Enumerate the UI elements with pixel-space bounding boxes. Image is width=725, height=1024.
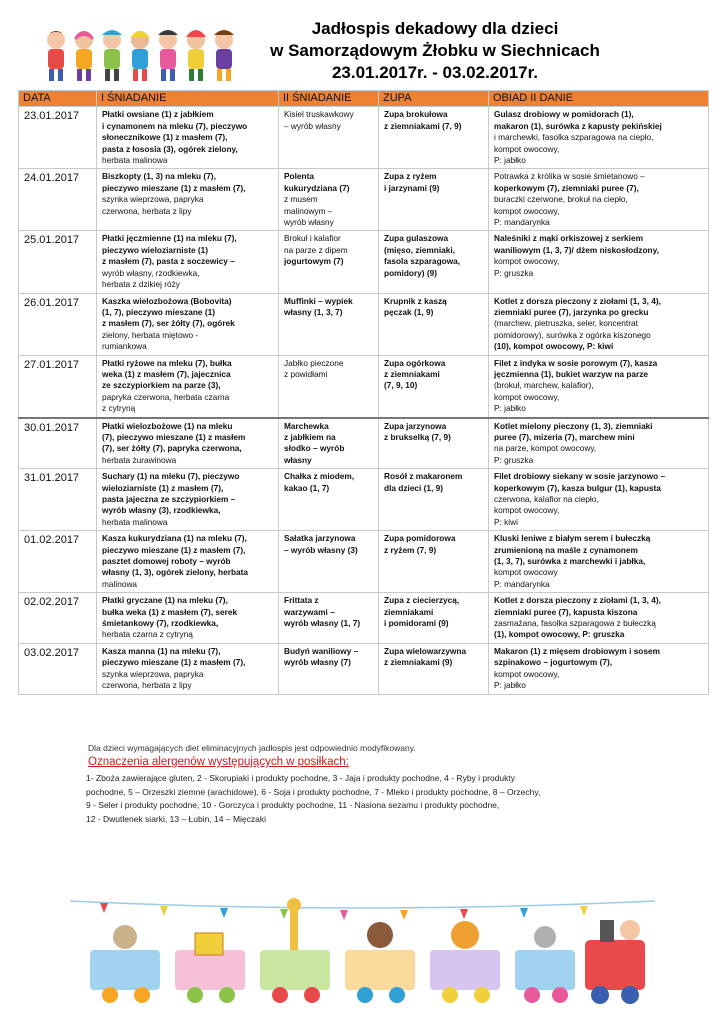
cell-line: herbata z dzikiej róży	[102, 279, 180, 290]
soup-cell	[379, 355, 489, 418]
train-wagon-icon	[515, 926, 575, 1003]
cell-line: własny (1, 3), ogórek zielony, herbata	[102, 567, 249, 578]
cell-line: Kisiel truskawkowy	[284, 109, 354, 120]
train-wagon-icon	[90, 925, 160, 1003]
soup-cell	[379, 531, 489, 593]
cell-line: Potrawka z królika w sosie śmietanowo –	[494, 171, 645, 182]
cell-line: wyrób własny, rzodkiewka,	[102, 267, 200, 278]
train-wagon-icon	[175, 933, 245, 1003]
cell-line: kompot owocowy,	[494, 256, 560, 267]
cell-line: (1), kompot owocowy, P: gruszka	[494, 629, 625, 640]
cell-line: Kotlet z dorsza pieczony z ziołami (1, 3, 4),	[494, 295, 661, 306]
breakfast-cell	[97, 643, 279, 694]
menu-row	[19, 107, 709, 169]
cell-line: z musem	[284, 194, 318, 205]
date-cell: 24.01.2017	[19, 169, 97, 231]
cell-line: Muffinki – wypiek	[284, 295, 353, 306]
second-breakfast-cell	[279, 643, 379, 694]
child-figure-5	[158, 30, 178, 81]
soup-cell	[379, 293, 489, 355]
header-soup: ZUPA	[379, 91, 489, 107]
second-breakfast-cell	[279, 169, 379, 231]
cell-line: Zupa wielowarzywna	[384, 645, 467, 656]
cell-line: Kasza manna (1) na mleku (7),	[102, 645, 221, 656]
cell-line: szynka wieprzowa, papryka	[102, 194, 204, 205]
train-wagon-icon	[345, 922, 415, 1003]
cell-line: z cytryną	[102, 403, 136, 414]
cell-line: Kotlet mielony pieczony (1, 3), ziemniaki	[494, 420, 653, 431]
cell-line: z jabłkiem na	[284, 431, 336, 442]
cell-line: kukurydziana (7)	[284, 182, 350, 193]
date-cell: 26.01.2017	[19, 293, 97, 355]
dinner-cell	[489, 643, 709, 694]
breakfast-cell	[97, 169, 279, 231]
header-second-breakfast: II ŚNIADANIE	[279, 91, 379, 107]
cell-line: P: mandarynka	[494, 217, 550, 228]
cell-line: pomidorowy), surówka z ogórka kiszonego	[494, 329, 651, 340]
cell-line: z ryżem (7, 9)	[384, 544, 437, 555]
second-breakfast-cell	[279, 418, 379, 469]
locomotive-icon	[585, 920, 645, 1004]
breakfast-cell	[97, 469, 279, 531]
cell-line: buraczki czerwone, brokuł na ciepło,	[494, 194, 628, 205]
second-breakfast-cell	[279, 231, 379, 293]
cell-line: Zupa brokułowa	[384, 109, 448, 120]
cell-line: na parze z dipem	[284, 244, 348, 255]
cell-line: kompot owocowy	[494, 567, 558, 578]
cell-line: i cynamonem na mleku (7), pieczywo	[102, 120, 248, 131]
breakfast-cell	[97, 355, 279, 418]
soup-cell	[379, 469, 489, 531]
cell-line: jogurtowym (7)	[284, 256, 344, 267]
soup-cell	[379, 418, 489, 469]
cell-line: Gulasz drobiowy w pomidorach (1),	[494, 109, 634, 120]
cell-line: Brokuł i kalafior	[284, 233, 341, 244]
cell-line: Rosół z makaronem	[384, 471, 463, 482]
cell-line: weka (1) z masłem (7), jajecznica	[102, 368, 231, 379]
cell-line: Zupa jarzynowa	[384, 420, 447, 431]
cell-line: bułka weka (1) z masłem (7), serek	[102, 606, 238, 617]
cell-line: Suchary (1) na mleku (7), pieczywo	[102, 471, 240, 482]
cell-line: P: gruszka	[494, 267, 534, 278]
cell-line: Chałka z miodem,	[284, 471, 355, 482]
date-cell: 31.01.2017	[19, 469, 97, 531]
cell-line: malinowym –	[284, 205, 333, 216]
bunting-icon	[70, 901, 655, 920]
header-dinner: OBIAD II DANIE	[489, 91, 709, 107]
menu-body	[19, 107, 709, 694]
cell-line: (10), kompot owocowy, P: kiwi	[494, 341, 614, 352]
cell-line: ziemniaki puree (7), kapusta kiszona	[494, 606, 638, 617]
cell-line: malinowa	[102, 578, 138, 589]
dinner-cell	[489, 231, 709, 293]
breakfast-cell	[97, 593, 279, 644]
cell-line: szynka wieprzowa, papryka	[102, 668, 204, 679]
cell-line: Kasza kukurydziana (1) na mleku (7),	[102, 533, 247, 544]
cell-line: własny (1, 3, 7)	[284, 306, 343, 317]
cell-line: (marchew, pietruszka, seler, koncentrat	[494, 318, 638, 329]
allergen-line: 12 - Dwutlenek siarki, 13 – Łubin, 14 – Mięczaki	[86, 813, 267, 824]
second-breakfast-cell	[279, 469, 379, 531]
dinner-cell	[489, 107, 709, 169]
date-cell: 01.02.2017	[19, 531, 97, 593]
allergen-line: 9 - Seler i produkty pochodne, 10 - Gorczyca i produkty pochodne, 11 - Nasiona sezamu i produkty pochodne,	[86, 800, 500, 810]
cell-line: z masłem (7), ser żółty (7), ogórek	[102, 318, 235, 329]
menu-row	[19, 293, 709, 355]
cell-line: wieloziarniste (1) z masłem (7),	[102, 482, 224, 493]
dinner-cell	[489, 469, 709, 531]
cell-line: (7), ser żółty (7), papryka czerwona,	[102, 443, 242, 454]
cell-line: i jarzynami (9)	[384, 182, 440, 193]
menu-table	[18, 90, 709, 695]
train-wagon-icon	[430, 921, 500, 1003]
cell-line: szpinakowo – jogurtowym (7),	[494, 657, 613, 668]
cell-line: ziemniaki puree (7), jarzynka po grecku	[494, 306, 649, 317]
cell-line: słonecznikowe (1) z masłem (7),	[102, 132, 228, 143]
cell-line: czerwona, kalafior na ciepło,	[494, 494, 599, 504]
header-breakfast: I ŚNIADANIE	[97, 91, 279, 107]
cell-line: z masłem (7), pasta z soczewicy –	[102, 256, 235, 267]
cell-line: z powidłami	[284, 368, 328, 379]
cell-line: Kotlet z dorsza pieczony z ziołami (1, 3, 4),	[494, 595, 661, 606]
menu-row	[19, 531, 709, 593]
cell-line: (7), pieczywo mieszane (1) z masłem	[102, 431, 246, 442]
cell-line: herbata malinowa	[102, 516, 168, 527]
cell-line: jęczmienna (1), bukiet warzyw na parze	[494, 368, 649, 379]
child-figure-2	[74, 31, 94, 81]
second-breakfast-cell	[279, 355, 379, 418]
cell-line: P: jabłko	[494, 403, 526, 414]
cell-line: kompot owocowy,	[494, 505, 560, 516]
cell-line: wyrób własny (7)	[284, 657, 351, 668]
cell-line: kompot owocowy,	[494, 391, 560, 402]
date-cell: 02.02.2017	[19, 593, 97, 644]
cell-line: i marchewki, fasolka szparagowa na ciepło,	[494, 132, 654, 143]
cell-line: Polenta	[284, 171, 314, 182]
cell-line: Marchewka	[284, 420, 329, 431]
cell-line: zasmażana, fasolka szparagowa z bułeczką	[494, 618, 656, 629]
soup-cell	[379, 643, 489, 694]
cell-line: na parze, kompot owocowy,	[494, 443, 597, 454]
cell-line: pasta z łososia (3), ogórek zielony,	[102, 143, 238, 154]
dinner-cell	[489, 531, 709, 593]
cell-line: ze szczypiorkiem na parze (3),	[102, 380, 221, 391]
menu-row	[19, 469, 709, 531]
cell-line: (7, 9, 10)	[384, 380, 418, 391]
cell-line: pieczywo mieszane (1) z masłem (7),	[102, 544, 246, 555]
cell-line: pasztet domowej roboty – wyrób	[102, 556, 231, 567]
cell-line: i pomidorami (9)	[384, 618, 449, 629]
soup-cell	[379, 231, 489, 293]
cell-line: pasta jajeczna ze szczypiorkiem –	[102, 494, 236, 504]
cell-line: z ziemniakami (7, 9)	[384, 120, 462, 131]
cell-line: Zupa pomidorowa	[384, 533, 456, 544]
cell-line: P: mandarynka	[494, 578, 550, 589]
cell-line: herbata żurawinowa	[102, 454, 177, 465]
soup-cell	[379, 107, 489, 169]
child-figure-1	[46, 31, 66, 81]
cell-line: wyrób własny (1, 7)	[284, 618, 361, 629]
cell-line: zielony, herbata miętowo -	[102, 329, 199, 340]
allergen-title: Oznaczenia alergenów występujących w posiłkach:	[88, 756, 349, 768]
menu-row	[19, 418, 709, 469]
menu-row	[19, 231, 709, 293]
cell-line: kompot owocowy,	[494, 143, 560, 154]
cell-line: Zupa z ryżem	[384, 171, 437, 182]
cell-line: puree (7), mizeria (7), marchew mini	[494, 431, 635, 442]
cell-line: Płatki jęczmienne (1) na mleku (7),	[102, 233, 237, 244]
cell-line: dla dzieci (1, 9)	[384, 482, 444, 493]
cell-line: koperkowym (7), ziemniaki puree (7),	[494, 182, 639, 193]
date-cell: 30.01.2017	[19, 418, 97, 469]
cell-line: pieczywo mieszane (1) z masłem (7),	[102, 182, 246, 193]
cell-line: z ziemniakami	[384, 368, 440, 379]
cell-line: Zupa ogórkowa	[384, 357, 446, 368]
cell-line: ziemniakami	[384, 606, 434, 617]
menu-header-row	[19, 91, 709, 107]
breakfast-cell	[97, 231, 279, 293]
cell-line: Filet drobiowy siekany w sosie jarzynowo –	[494, 471, 666, 482]
breakfast-cell	[97, 293, 279, 355]
cell-line: (1, 7), pieczywo mieszane (1)	[102, 306, 215, 317]
cell-line: Płatki gryczane (1) na mleku (7),	[102, 595, 228, 606]
cell-line: Płatki ryżowe na mleku (7), bułka	[102, 357, 232, 368]
cell-line: słodko – wyrób	[284, 443, 345, 454]
cell-line: własny	[284, 454, 312, 465]
cell-line: pomidory) (9)	[384, 267, 438, 278]
breakfast-cell	[97, 531, 279, 593]
cell-line: waniliowym (1, 3, 7)/ dżem niskosłodzony,	[494, 244, 659, 255]
cell-line: warzywami –	[284, 606, 335, 617]
cell-line: Kluski leniwe z białym serem i bułeczką	[494, 533, 651, 544]
cell-line: Zupa gulaszowa	[384, 233, 449, 244]
menu-row	[19, 169, 709, 231]
date-cell: 27.01.2017	[19, 355, 97, 418]
cell-line: papryka czerwona, herbata czarna	[102, 391, 230, 402]
cell-line: Biszkopty (1, 3) na mleku (7),	[102, 171, 216, 182]
cell-line: Frittata z	[284, 595, 319, 606]
cell-line: (mięso, ziemniaki,	[384, 244, 456, 255]
dinner-cell	[489, 169, 709, 231]
cell-line: Budyń waniliowy –	[284, 645, 359, 656]
dinner-cell	[489, 418, 709, 469]
allergen-line: pochodne, 5 – Orzeszki ziemne (arachidowe), 6 - Soja i produkty pochodne, 7 - Mleko i produkty pochodne, 8 – Orzechy,	[86, 786, 541, 797]
cell-line: pieczywo wieloziarniste (1)	[102, 244, 209, 255]
cell-line: z ziemniakami (9)	[384, 657, 453, 668]
cell-line: Kaszka wielozbożowa (Bobovita)	[102, 295, 232, 306]
second-breakfast-cell	[279, 293, 379, 355]
cell-line: Krupnik z kaszą	[384, 295, 447, 306]
dinner-cell	[489, 593, 709, 644]
menu-row	[19, 355, 709, 418]
cell-line: kompot owocowy,	[494, 668, 560, 679]
allergen-line: 1- Zboża zawierające gluten, 2 - Skorupiaki i produkty pochodne, 3 - Jaja i produkty pochodne, 4 - Ryby i produkty	[86, 773, 516, 783]
cell-line: pęczak (1, 9)	[384, 306, 434, 317]
cell-line: Sałatka jarzynowa	[284, 533, 356, 544]
breakfast-cell	[97, 107, 279, 169]
cell-line: herbata malinowa	[102, 155, 168, 166]
cell-line: (1, 3, 7), surówka z marchewki i jabłka,	[494, 556, 646, 567]
cell-line: P: gruszka	[494, 454, 534, 465]
cell-line: kakao (1, 7)	[284, 482, 330, 493]
cell-line: zrumienioną na maśle z cynamonem	[494, 544, 638, 555]
animal-train-illustration	[70, 895, 655, 1015]
cell-line: kompot owocowy,	[494, 205, 560, 216]
menu-row	[19, 593, 709, 644]
cell-line: Filet z indyka w sosie porowym (7), kasza	[494, 357, 658, 368]
cell-line: Płatki wielozbożowe (1) na mleku	[102, 420, 233, 431]
date-cell: 23.01.2017	[19, 107, 97, 169]
date-cell: 25.01.2017	[19, 231, 97, 293]
cell-line: – wyrób własny (3)	[284, 544, 358, 555]
dinner-cell	[489, 293, 709, 355]
dinner-cell	[489, 355, 709, 418]
second-breakfast-cell	[279, 531, 379, 593]
menu-row	[19, 643, 709, 694]
cell-line: makaron (1), surówka z kapusty pekińskiej	[494, 120, 662, 131]
cell-line: Jabłko pieczone	[284, 357, 344, 368]
date-cell: 03.02.2017	[19, 643, 97, 694]
title-line-3: 23.01.2017r. - 03.02.2017r.	[331, 63, 539, 82]
cell-line: fasola szparagowa,	[384, 256, 461, 267]
cell-line: Zupa z ciecierzycą,	[384, 595, 460, 606]
cell-line: czerwona, herbata z lipy	[102, 205, 192, 216]
cell-line: wyrób własny	[284, 217, 334, 228]
cell-line: pieczywo mieszane (1) z masłem (7),	[102, 657, 246, 668]
cell-line: z brukselką (7, 9)	[384, 431, 451, 442]
breakfast-cell	[97, 418, 279, 469]
title-line-2: w Samorządowym Żłobku w Siechnicach	[270, 41, 600, 60]
cell-line: wyrób własny (3), rzodkiewka,	[102, 505, 221, 516]
soup-cell	[379, 593, 489, 644]
soup-cell	[379, 169, 489, 231]
header-date: DATA	[19, 91, 97, 107]
cell-line: rumiankowa	[102, 341, 147, 352]
train-wagon-icon	[260, 898, 330, 1003]
cell-line: Makaron (1) z mięsem drobiowym i sosem	[494, 645, 660, 656]
page-title	[200, 18, 670, 84]
cell-line: koperkowym (7), kasza bulgur (1), kapusta	[494, 482, 661, 493]
cell-line: czerwona, herbata z lipy	[102, 680, 192, 691]
cell-line: P: jabłko	[494, 155, 526, 166]
allergen-list	[86, 772, 626, 826]
child-figure-3	[102, 30, 122, 81]
title-line-1: Jadłospis dekadowy dla dzieci	[311, 19, 559, 38]
cell-line: Naleśniki z mąki orkiszowej z serkiem	[494, 233, 643, 244]
cell-line: śmietankowy (7), rzodkiewka,	[102, 618, 219, 629]
cell-line: – wyrób własny	[284, 120, 341, 131]
child-figure-4	[130, 31, 150, 81]
cell-line: Płatki owsiane (1) z jabłkiem	[102, 109, 214, 120]
cell-line: P: kiwi	[494, 516, 518, 527]
cell-line: P: jabłko	[494, 680, 526, 691]
second-breakfast-cell	[279, 107, 379, 169]
diet-note: Dla dzieci wymagających diet eliminacyjnych jadłospis jest odpowiednio modyfikowany.	[88, 743, 416, 753]
cell-line: herbata czarna z cytryną	[102, 629, 193, 640]
second-breakfast-cell	[279, 593, 379, 644]
cell-line: (brokuł, marchew, kalafior),	[494, 380, 594, 391]
